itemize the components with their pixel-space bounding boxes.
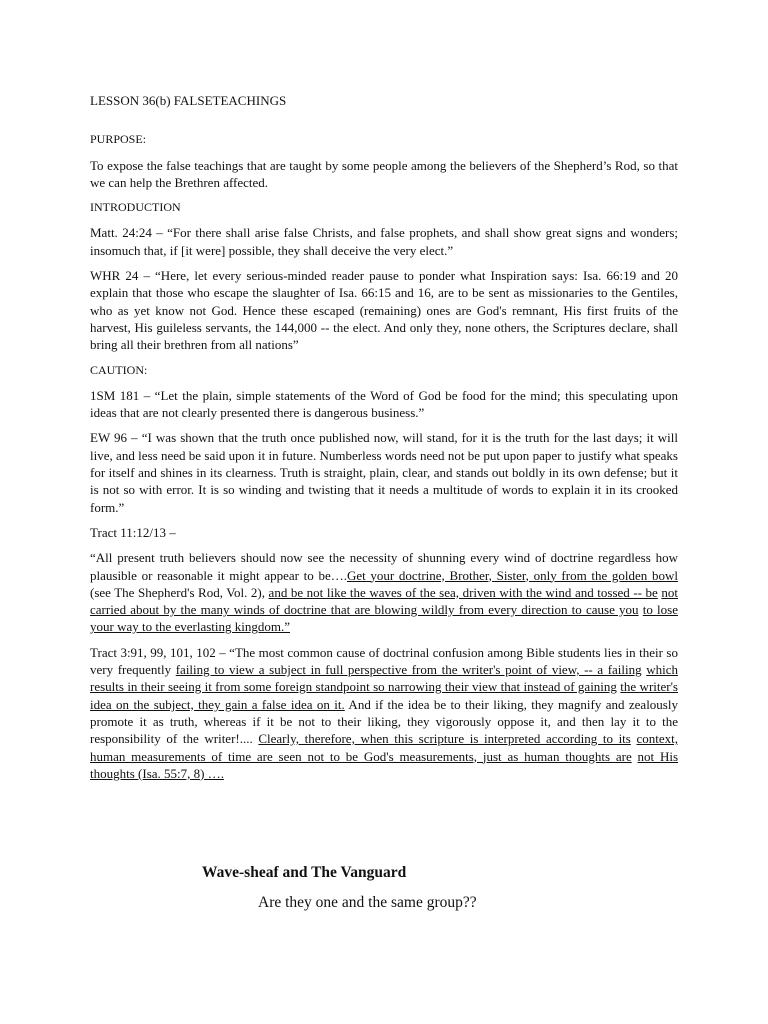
quote-text: “All present truth believers should now see the necessity of shunning every wind of doctrine regardless how plausible or reasonable it might appear to be….	[90, 550, 678, 583]
purpose-text: To expose the false teachings that are taught by some people among the believers of the Shepherd’s Rod, so that we can help the Brethren affected.	[90, 157, 678, 190]
underlined-text: the writer's idea on the subject, they gain a false idea on it.	[90, 679, 678, 712]
underlined-text: Clearly, therefore, when this scripture is interpreted according to its	[258, 731, 631, 747]
whr-quote: WHR 24 – “Here, let every serious-minded reader pause to ponder what Inspiration says: Isa. 66:19 and 20 explain that those who escape the slaughter of Isa. 66:15 and 16, are to be sent as missionaries to the Gentiles, who as yet know not God. Hence these escaped (remaining) ones are God's remnant, His first fruits of the harvest, His guileless servants, the 144,000 -- the elect. And only they, none others, the Scriptures declare, shall bring all their brethren from all nations”	[90, 268, 678, 353]
tract-heading: Tract 11:12/13 –	[90, 524, 176, 540]
quote-text: Tract 3:91, 99, 101, 102 – “The most common cause of doctrinal confusion among Bible students lies in their so very frequently	[90, 644, 678, 678]
underlined-text: context, human measurements of time are seen not to be God's measurements, just as human thoughts are	[90, 731, 678, 764]
document-body	[90, 92, 678, 790]
underlined-text: failing to view a subject in full perspective from the writer's point of view, -- a failing	[175, 662, 642, 678]
underlined-text: not carried about by the many winds of doctrine that are blowing wildly from every direction to cause you	[90, 584, 679, 618]
underlined-text: to lose your way to the everlasting kingdom.”	[90, 602, 678, 635]
sm-quote: 1SM 181 – “Let the plain, simple statements of the Word of God be food for the mind; this speculating upon ideas that are not clearly presented there is dangerous business.”	[90, 387, 678, 421]
caution-heading: CAUTION:	[90, 362, 148, 377]
underlined-text: Get your doctrine, Brother, Sister, only from the golden bowl	[346, 567, 678, 583]
tract-3-quote	[90, 644, 678, 782]
quote-text: (see The Shepherd's Rod, Vol. 2),	[90, 584, 269, 600]
quote-text: And if the idea be to their liking, they magnify and zealously promote it as truth, whereas if it be not to their liking, they vigorously oppose it, and then lay it to the responsibility of the writer!....	[90, 696, 678, 747]
underlined-text: and be not like the waves of the sea, driven with the wind and tossed -- be	[268, 584, 658, 600]
tract-quote	[90, 549, 678, 635]
underlined-text: which results in their seeing it from some foreign standpoint so narrowing their view that instead of gaining	[90, 662, 679, 695]
section-subtitle: Are they one and the same group??	[258, 894, 477, 911]
matt-quote: Matt. 24:24 – “For there shall arise false Christs, and false prophets, and shall show great signs and wonders; insomuch that, if [it were] possible, they shall deceive the very elect.”	[90, 225, 678, 258]
lesson-title: LESSON 36(b) FALSETEACHINGS	[90, 93, 287, 108]
ew-quote: EW 96 – “I was shown that the truth once published now, will stand, for it is the truth for the last days; it will live, and less need be said upon it in future. Numberless words need not be put upon paper to justify what speaks for itself and shines in its clearness. Truth is straight, plain, clear, and stands out boldly in its own defense; but it is not so with error. It is so winding and twisting that it needs a multitude of words to explain it in its crooked form.”	[90, 430, 678, 515]
underlined-text: not His thoughts (Isa. 55:7, 8) ….	[90, 748, 679, 781]
introduction-heading: INTRODUCTION	[90, 200, 181, 215]
section-title: Wave-sheaf and The Vanguard	[202, 864, 407, 881]
purpose-heading: PURPOSE:	[90, 132, 147, 147]
